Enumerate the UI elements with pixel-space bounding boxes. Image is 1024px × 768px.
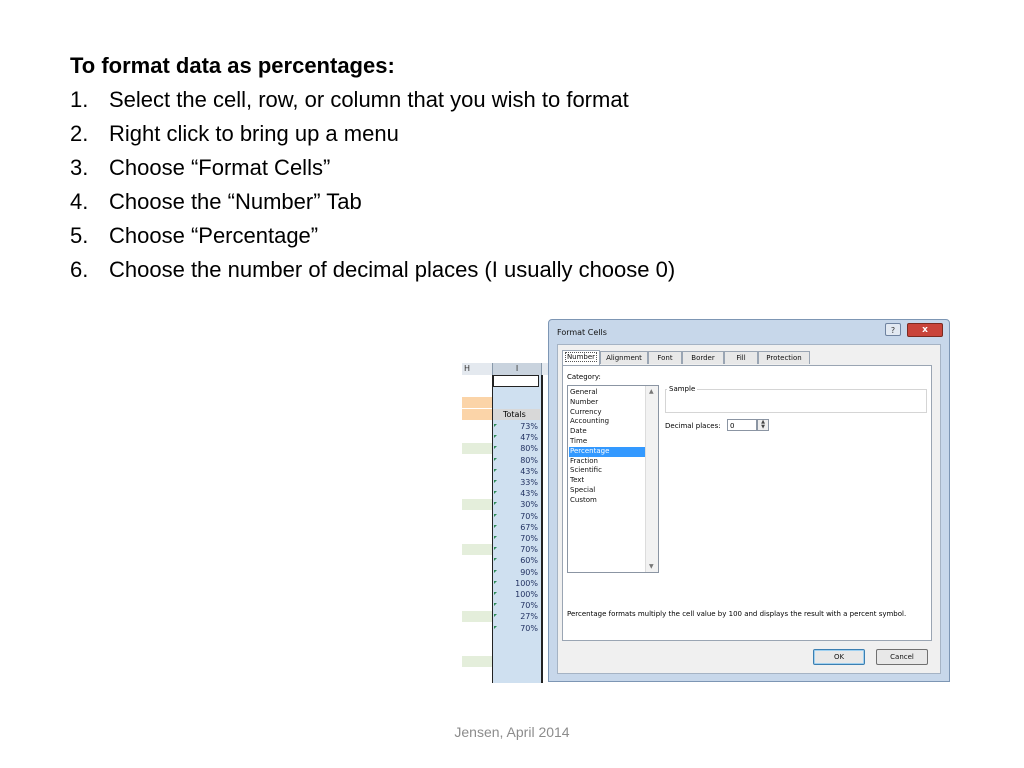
- excel-screenshot: [462, 316, 951, 683]
- active-cell[interactable]: [493, 375, 539, 387]
- percentage-cell[interactable]: 70%: [493, 511, 538, 522]
- percentage-cell[interactable]: 90%: [493, 567, 538, 578]
- percentage-cell[interactable]: 60%: [493, 555, 538, 566]
- step-text: Choose the “Number” Tab: [109, 189, 362, 214]
- category-item-date[interactable]: Date: [570, 427, 587, 436]
- number-tab-panel: [562, 365, 932, 641]
- totals-header-cell[interactable]: Totals: [493, 409, 540, 420]
- slide-footer: Jensen, April 2014: [454, 724, 570, 740]
- row-band: [462, 656, 492, 667]
- decimal-places-spinner[interactable]: [757, 419, 769, 431]
- row-band: [462, 443, 492, 454]
- percentage-cell[interactable]: 70%: [493, 533, 538, 544]
- dialog-body: [557, 344, 941, 674]
- decimal-places-input[interactable]: 0: [727, 419, 757, 431]
- category-item-accounting[interactable]: Accounting: [570, 417, 610, 426]
- step-number: 4.: [70, 189, 89, 214]
- category-item-scientific[interactable]: Scientific: [570, 466, 602, 475]
- category-label: Category:: [567, 373, 601, 381]
- tab-fill[interactable]: Fill: [724, 351, 758, 364]
- step-text: Choose “Percentage”: [109, 223, 319, 248]
- step-text: Choose “Format Cells”: [109, 155, 331, 180]
- percentage-cell[interactable]: 70%: [493, 544, 538, 555]
- step-text: Choose the number of decimal places (I usually choose 0): [109, 257, 676, 282]
- percentage-cell[interactable]: 67%: [493, 522, 538, 533]
- tab-alignment[interactable]: Alignment: [600, 351, 648, 364]
- percentage-cell[interactable]: 100%: [493, 589, 538, 600]
- tab-font[interactable]: Font: [648, 351, 682, 364]
- percentage-cell[interactable]: 27%: [493, 611, 538, 622]
- step-number: 3.: [70, 155, 89, 180]
- instruction-list: [70, 85, 675, 289]
- category-item-special[interactable]: Special: [570, 485, 596, 494]
- percentage-cell[interactable]: 33%: [493, 477, 538, 488]
- spin-up-icon[interactable]: ▲: [761, 419, 765, 425]
- percentage-cell[interactable]: 100%: [493, 578, 538, 589]
- percentage-cell[interactable]: 30%: [493, 499, 538, 510]
- decimal-places-label: Decimal places:: [665, 422, 721, 430]
- sample-group: [665, 389, 927, 413]
- category-listbox[interactable]: [567, 385, 659, 573]
- instruction-step: [70, 85, 675, 119]
- ok-button[interactable]: OK: [813, 649, 865, 665]
- row-band: [462, 499, 492, 510]
- category-item-percentage[interactable]: Percentage: [569, 447, 647, 457]
- cancel-button[interactable]: Cancel: [876, 649, 928, 665]
- category-item-custom[interactable]: Custom: [570, 495, 597, 504]
- category-item-number[interactable]: Number: [570, 397, 599, 406]
- format-cells-dialog: [548, 319, 950, 682]
- category-item-general[interactable]: General: [570, 388, 598, 396]
- instruction-step: [70, 119, 675, 153]
- row-band: [462, 409, 492, 420]
- percentage-cell[interactable]: 80%: [493, 443, 538, 454]
- row-band: [462, 611, 492, 622]
- sample-label: Sample: [669, 385, 696, 393]
- slide-heading: To format data as percentages:: [70, 53, 395, 78]
- step-text: Select the cell, row, or column that you wish to format: [109, 87, 629, 112]
- row-band: [462, 397, 492, 408]
- dialog-title: Format Cells: [557, 328, 607, 337]
- category-item-text[interactable]: Text: [570, 476, 585, 485]
- scroll-down-arrow-icon[interactable]: ▼: [649, 563, 654, 570]
- step-number: 1.: [70, 87, 89, 112]
- step-number: 5.: [70, 223, 89, 248]
- percentage-cell[interactable]: 43%: [493, 466, 538, 477]
- category-item-fraction[interactable]: Fraction: [570, 456, 598, 465]
- tab-border[interactable]: Border: [682, 351, 724, 364]
- percentage-cell[interactable]: 80%: [493, 455, 538, 466]
- instruction-step: [70, 221, 675, 255]
- instruction-step: [70, 187, 675, 221]
- percentage-cell[interactable]: 70%: [493, 623, 538, 634]
- percentage-cell[interactable]: 47%: [493, 432, 538, 443]
- column-header-h[interactable]: H: [462, 363, 495, 375]
- close-button[interactable]: x: [907, 323, 943, 337]
- category-scrollbar[interactable]: [645, 386, 658, 572]
- row-band: [462, 544, 492, 555]
- tab-protection[interactable]: Protection: [758, 351, 810, 364]
- category-item-time[interactable]: Time: [570, 436, 588, 445]
- percentage-cell[interactable]: 73%: [493, 421, 538, 432]
- percentage-cell[interactable]: 70%: [493, 600, 538, 611]
- percentage-description: Percentage formats multiply the cell value by 100 and displays the result with a percent symbol.: [567, 610, 907, 618]
- tab-number[interactable]: Number: [562, 350, 600, 365]
- percentage-cell[interactable]: 43%: [493, 488, 538, 499]
- step-number: 6.: [70, 257, 89, 282]
- instruction-step: [70, 153, 675, 187]
- scroll-up-arrow-icon[interactable]: ▲: [649, 388, 654, 395]
- instruction-step: [70, 255, 675, 289]
- help-button[interactable]: ?: [885, 323, 901, 336]
- step-text: Right click to bring up a menu: [109, 121, 399, 146]
- category-item-currency[interactable]: Currency: [570, 407, 602, 416]
- category-items: [569, 388, 647, 506]
- column-header-i[interactable]: I: [492, 363, 542, 375]
- spin-down-icon[interactable]: ▼: [761, 424, 765, 430]
- step-number: 2.: [70, 121, 89, 146]
